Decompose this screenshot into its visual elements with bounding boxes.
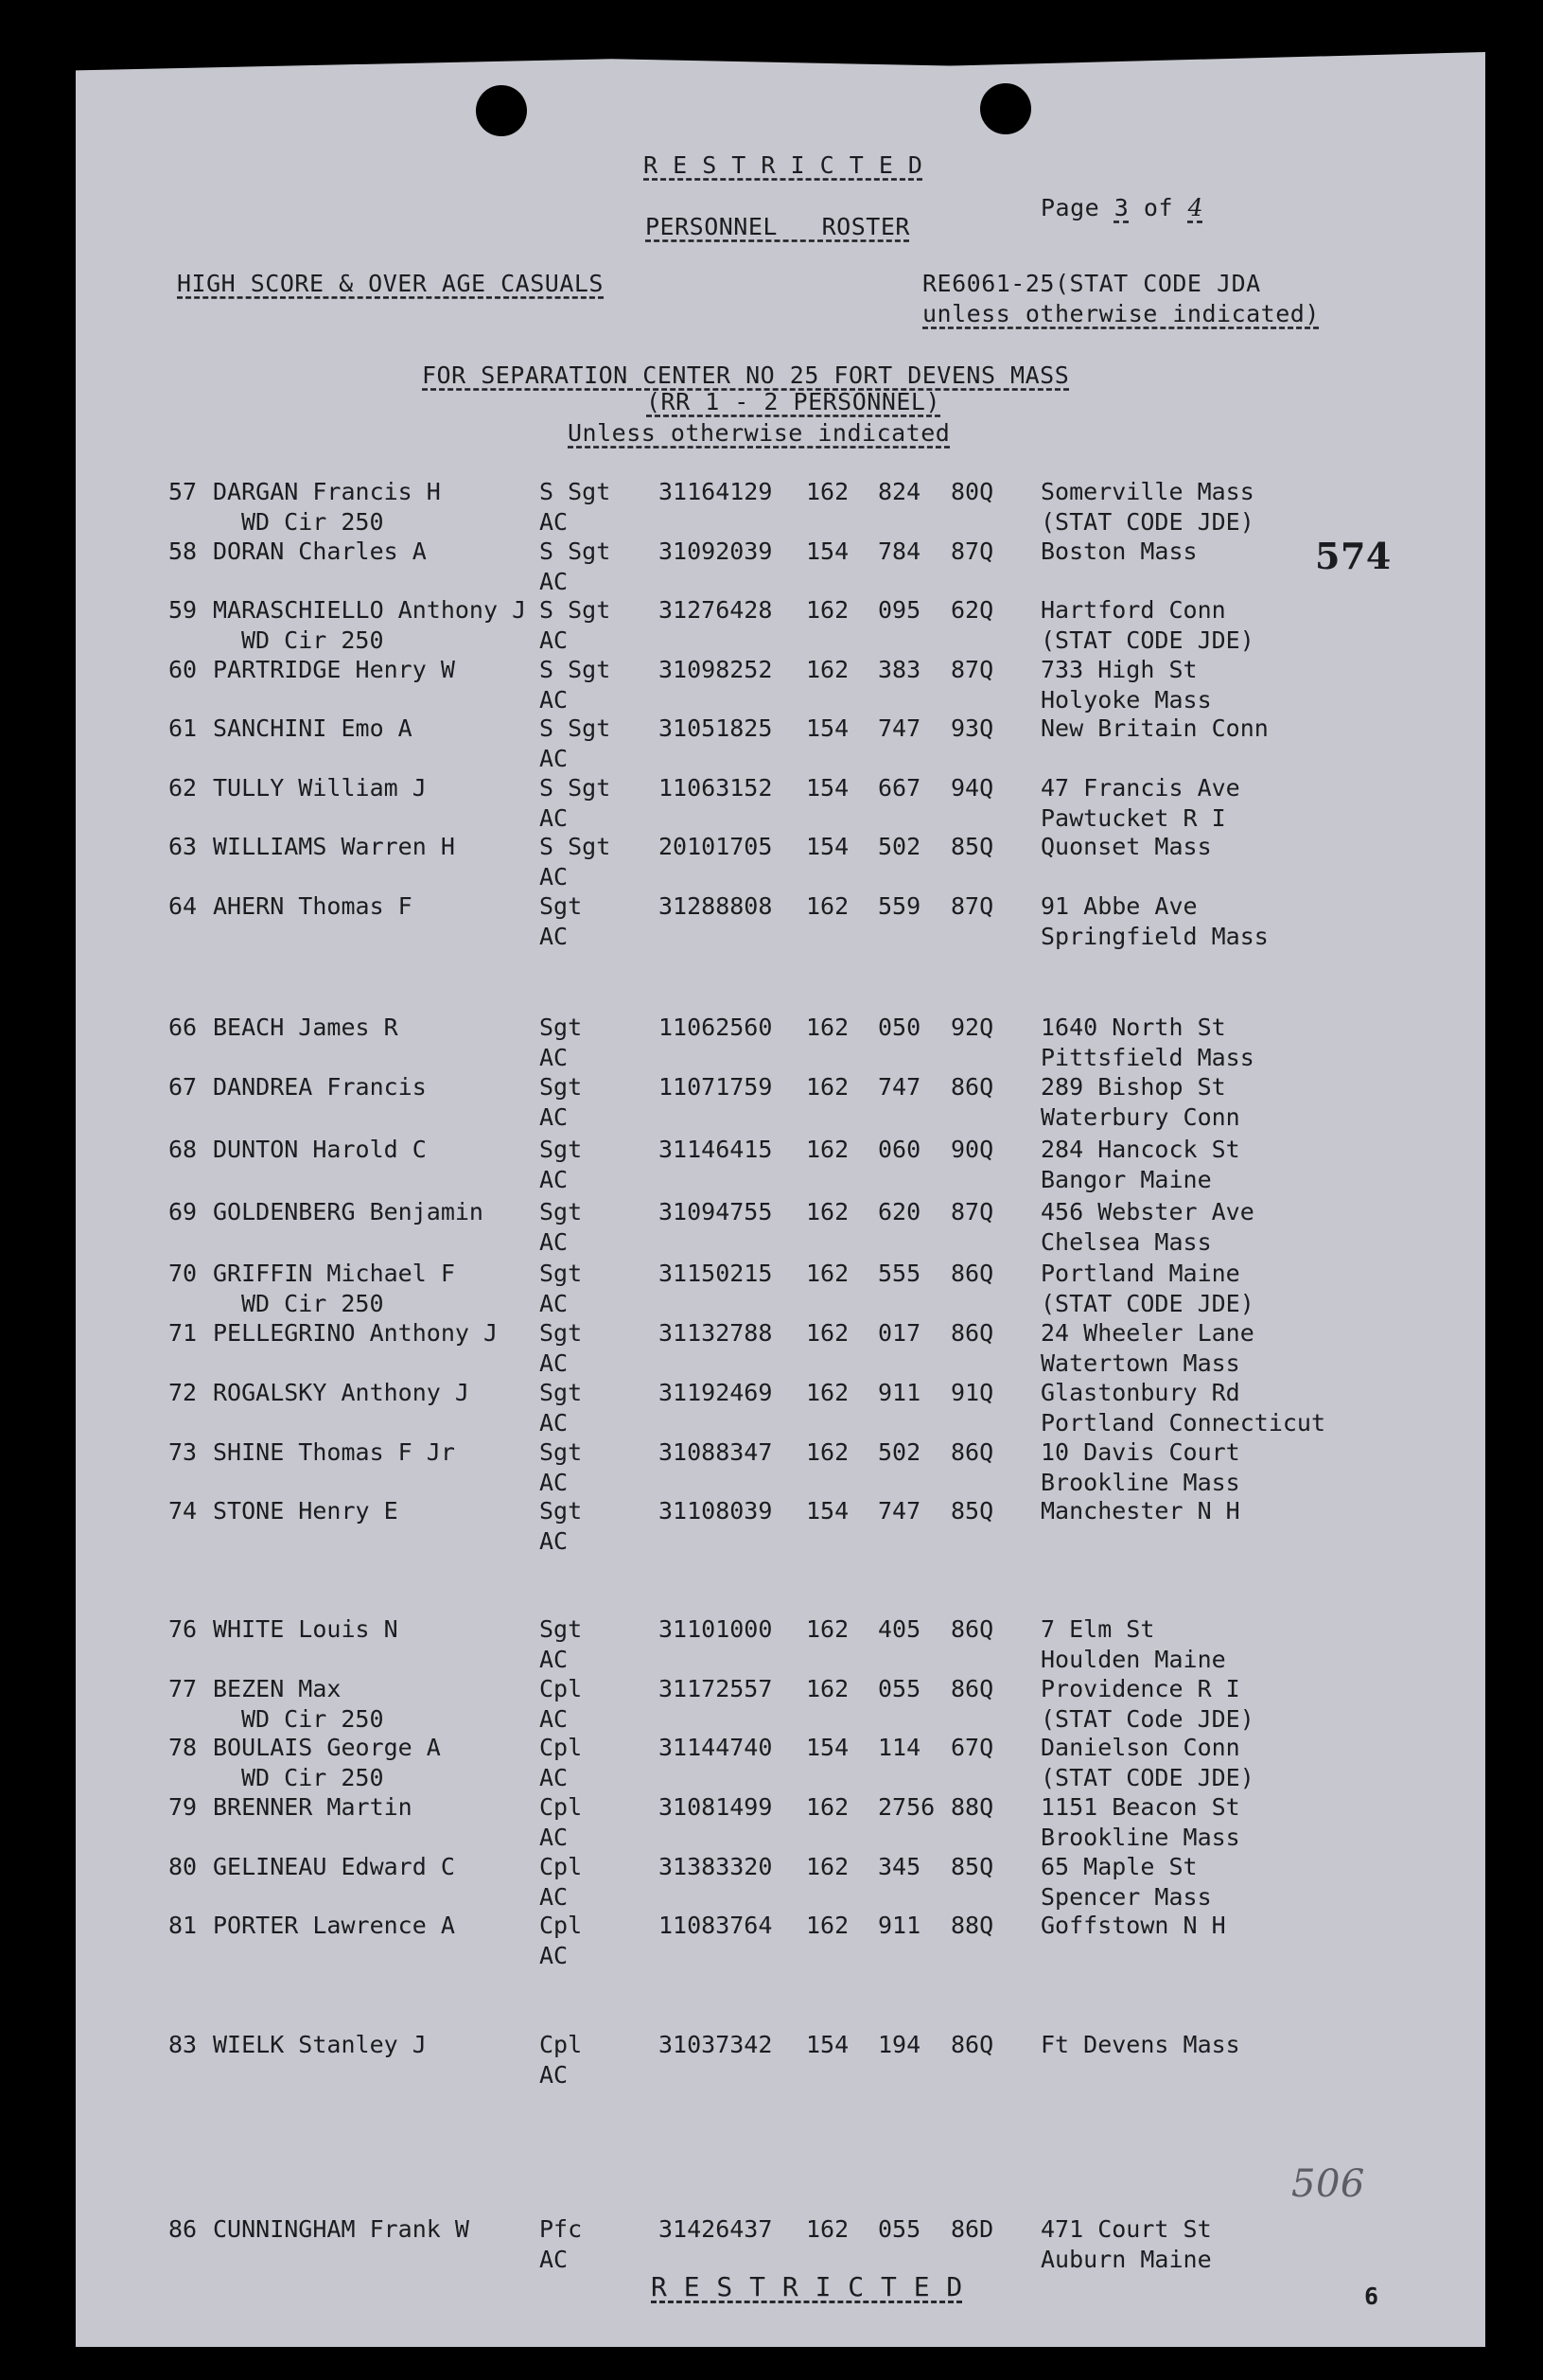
row-rank: Cpl: [539, 1912, 583, 1939]
row-serial: 11063152: [658, 774, 773, 802]
row-addr2: (STAT CODE JDE): [1041, 1290, 1254, 1317]
row-addr2: Bangor Maine: [1041, 1166, 1212, 1193]
row-code2: 114: [878, 1734, 921, 1761]
row-serial: 31164129: [658, 478, 773, 505]
row-rank2: AC: [539, 804, 569, 832]
row-serial: 20101705: [658, 833, 773, 860]
row-code3: 85Q: [951, 1497, 994, 1525]
table-row: [0, 1438, 1543, 1499]
row-code2: 2756: [878, 1793, 936, 1821]
row-code3: 86Q: [951, 1615, 994, 1643]
row-rank2: AC: [539, 1290, 569, 1317]
row-rank2: AC: [539, 1764, 569, 1791]
table-row: [0, 774, 1543, 835]
row-rank: S Sgt: [539, 714, 611, 742]
row-serial: 31172557: [658, 1675, 773, 1702]
row-rank2: AC: [539, 1527, 569, 1555]
table-row: [0, 2215, 1543, 2276]
row-name: SHINE Thomas F Jr: [213, 1438, 455, 1466]
row-rank: Sgt: [539, 1136, 583, 1163]
row-code3: 62Q: [951, 596, 994, 624]
table-row: [0, 1198, 1543, 1259]
row-code3: 94Q: [951, 774, 994, 802]
row-addr2: Springfield Mass: [1041, 923, 1269, 950]
table-row: [0, 1260, 1543, 1320]
row-num: 58: [168, 538, 198, 565]
row-code2: 747: [878, 714, 921, 742]
row-rank2: AC: [539, 863, 569, 890]
row-code3: 87Q: [951, 538, 994, 565]
row-name: PARTRIDGE Henry W: [213, 656, 455, 683]
row-code1: 154: [806, 538, 850, 565]
row-addr1: 456 Webster Ave: [1041, 1198, 1254, 1225]
row-name: PORTER Lawrence A: [213, 1912, 455, 1939]
row-code3: 85Q: [951, 833, 994, 860]
row-code3: 86Q: [951, 1073, 994, 1101]
row-rank2: AC: [539, 1349, 569, 1377]
row-name: DANDREA Francis: [213, 1073, 427, 1101]
row-num: 64: [168, 892, 198, 920]
row-note: WD Cir 250: [241, 1764, 384, 1791]
row-name: TULLY William J: [213, 774, 427, 802]
row-code1: 154: [806, 774, 850, 802]
row-rank2: AC: [539, 1646, 569, 1673]
row-addr1: 24 Wheeler Lane: [1041, 1319, 1254, 1347]
table-row: [0, 1912, 1543, 1972]
row-code1: 162: [806, 1675, 850, 1702]
row-num: 63: [168, 833, 198, 860]
row-addr2: (STAT CODE JDE): [1041, 626, 1254, 654]
table-row: [0, 1675, 1543, 1736]
row-serial: 31088347: [658, 1438, 773, 1466]
page-number: 3: [1113, 194, 1130, 221]
row-code3: 93Q: [951, 714, 994, 742]
table-row: [0, 2031, 1543, 2091]
row-note: WD Cir 250: [241, 508, 384, 536]
row-rank2: AC: [539, 1228, 569, 1256]
row-serial: 31426437: [658, 2215, 773, 2243]
row-serial: 31144740: [658, 1734, 773, 1761]
row-code3: 67Q: [951, 1734, 994, 1761]
row-addr2: Chelsea Mass: [1041, 1228, 1212, 1256]
table-row: [0, 714, 1543, 775]
row-code1: 162: [806, 478, 850, 505]
row-code2: 194: [878, 2031, 921, 2058]
row-rank: Cpl: [539, 1675, 583, 1702]
row-num: 60: [168, 656, 198, 683]
row-name: AHERN Thomas F: [213, 892, 412, 920]
punch-hole-left: [476, 85, 527, 136]
row-code2: 784: [878, 538, 921, 565]
reference: RE6061-25(STAT CODE JDA: [922, 270, 1261, 297]
row-code2: 017: [878, 1319, 921, 1347]
row-addr2: Brookline Mass: [1041, 1469, 1240, 1496]
row-num: 73: [168, 1438, 198, 1466]
row-addr2: Watertown Mass: [1041, 1349, 1240, 1377]
row-code3: 86D: [951, 2215, 994, 2243]
row-code1: 162: [806, 2215, 850, 2243]
row-name: DORAN Charles A: [213, 538, 427, 565]
row-rank: Sgt: [539, 892, 583, 920]
table-row: [0, 656, 1543, 716]
row-addr1: 91 Abbe Ave: [1041, 892, 1198, 920]
row-name: DUNTON Harold C: [213, 1136, 427, 1163]
row-addr2: Brookline Mass: [1041, 1824, 1240, 1851]
row-code3: 86Q: [951, 1319, 994, 1347]
row-rank: Sgt: [539, 1198, 583, 1225]
row-code1: 162: [806, 1319, 850, 1347]
row-rank2: AC: [539, 1103, 569, 1131]
page-total: 4: [1187, 194, 1203, 221]
table-row: [0, 1136, 1543, 1196]
row-code2: 502: [878, 833, 921, 860]
row-code1: 162: [806, 1379, 850, 1406]
row-code3: 86Q: [951, 1260, 994, 1287]
row-name: BOULAIS George A: [213, 1734, 441, 1761]
row-addr1: Danielson Conn: [1041, 1734, 1240, 1761]
row-name: GRIFFIN Michael F: [213, 1260, 455, 1287]
classification-header: R E S T R I C T E D: [643, 151, 923, 179]
row-num: 59: [168, 596, 198, 624]
row-num: 81: [168, 1912, 198, 1939]
row-rank: Sgt: [539, 1379, 583, 1406]
table-row: [0, 1014, 1543, 1074]
row-code2: 911: [878, 1912, 921, 1939]
table-row: [0, 478, 1543, 538]
handwritten-number: 506: [1291, 2162, 1365, 2206]
row-code2: 555: [878, 1260, 921, 1287]
row-name: ROGALSKY Anthony J: [213, 1379, 469, 1406]
page-label: Page: [1041, 194, 1100, 221]
row-code2: 620: [878, 1198, 921, 1225]
row-rank2: AC: [539, 1942, 569, 1969]
row-addr1: 65 Maple St: [1041, 1853, 1198, 1880]
row-serial: 31383320: [658, 1853, 773, 1880]
row-name: DARGAN Francis H: [213, 478, 441, 505]
row-num: 72: [168, 1379, 198, 1406]
row-rank: Sgt: [539, 1497, 583, 1525]
row-name: GOLDENBERG Benjamin: [213, 1198, 483, 1225]
table-row: [0, 892, 1543, 953]
row-name: PELLEGRINO Anthony J: [213, 1319, 499, 1347]
row-addr1: 733 High St: [1041, 656, 1198, 683]
row-addr1: 7 Elm St: [1041, 1615, 1155, 1643]
row-rank2: AC: [539, 745, 569, 772]
row-code2: 559: [878, 892, 921, 920]
row-serial: 11083764: [658, 1912, 773, 1939]
row-rank: Sgt: [539, 1615, 583, 1643]
row-rank: Pfc: [539, 2215, 583, 2243]
roster-title: PERSONNEL ROSTER: [645, 213, 910, 240]
row-rank: S Sgt: [539, 596, 611, 624]
row-rank: S Sgt: [539, 833, 611, 860]
row-serial: 31081499: [658, 1793, 773, 1821]
row-addr1: Providence R I: [1041, 1675, 1240, 1702]
row-addr1: 471 Court St: [1041, 2215, 1212, 2243]
table-row: [0, 1615, 1543, 1676]
row-code1: 162: [806, 1136, 850, 1163]
row-name: SANCHINI Emo A: [213, 714, 412, 742]
row-rank: S Sgt: [539, 656, 611, 683]
row-addr1: 10 Davis Court: [1041, 1438, 1240, 1466]
row-num: 61: [168, 714, 198, 742]
row-rank: Cpl: [539, 2031, 583, 2058]
row-addr1: Quonset Mass: [1041, 833, 1212, 860]
row-num: 76: [168, 1615, 198, 1643]
row-serial: 11071759: [658, 1073, 773, 1101]
row-num: 86: [168, 2215, 198, 2243]
row-code1: 162: [806, 1438, 850, 1466]
row-code3: 90Q: [951, 1136, 994, 1163]
row-code2: 911: [878, 1379, 921, 1406]
row-addr2: Portland Connecticut: [1041, 1409, 1326, 1437]
row-addr2: Waterbury Conn: [1041, 1103, 1240, 1131]
row-code1: 154: [806, 2031, 850, 2058]
corner-mark: 6: [1364, 2283, 1379, 2310]
row-note: WD Cir 250: [241, 626, 384, 654]
row-num: 69: [168, 1198, 198, 1225]
row-code2: 050: [878, 1014, 921, 1041]
row-rank2: AC: [539, 2061, 569, 2089]
row-addr2: Pittsfield Mass: [1041, 1044, 1254, 1071]
side-number: 574: [1315, 535, 1392, 577]
row-rank: S Sgt: [539, 538, 611, 565]
row-rank2: AC: [539, 1044, 569, 1071]
row-name: WIELK Stanley J: [213, 2031, 427, 2058]
row-addr1: 1640 North St: [1041, 1014, 1226, 1041]
row-code2: 405: [878, 1615, 921, 1643]
row-code3: 87Q: [951, 656, 994, 683]
row-addr1: Goffstown N H: [1041, 1912, 1226, 1939]
row-rank2: AC: [539, 1705, 569, 1733]
row-code2: 055: [878, 1675, 921, 1702]
row-code3: 80Q: [951, 478, 994, 505]
row-num: 77: [168, 1675, 198, 1702]
row-addr1: 284 Hancock St: [1041, 1136, 1240, 1163]
row-addr1: 1151 Beacon St: [1041, 1793, 1240, 1821]
row-serial: 31101000: [658, 1615, 773, 1643]
row-code3: 87Q: [951, 1198, 994, 1225]
row-num: 74: [168, 1497, 198, 1525]
unit-title: HIGH SCORE & OVER AGE CASUALS: [177, 270, 604, 297]
row-addr1: Hartford Conn: [1041, 596, 1226, 624]
table-row: [0, 1379, 1543, 1439]
row-code2: 383: [878, 656, 921, 683]
row-rank2: AC: [539, 626, 569, 654]
row-name: WILLIAMS Warren H: [213, 833, 455, 860]
row-addr1: 47 Francis Ave: [1041, 774, 1240, 802]
row-code2: 345: [878, 1853, 921, 1880]
row-num: 78: [168, 1734, 198, 1761]
table-row: [0, 833, 1543, 893]
row-addr2: Houlden Maine: [1041, 1646, 1226, 1673]
row-code3: 88Q: [951, 1912, 994, 1939]
row-num: 57: [168, 478, 198, 505]
row-rank: Sgt: [539, 1073, 583, 1101]
classification-footer: R E S T R I C T E D: [651, 2271, 963, 2302]
row-code2: 502: [878, 1438, 921, 1466]
row-code3: 86Q: [951, 2031, 994, 2058]
row-code1: 162: [806, 1073, 850, 1101]
row-code3: 91Q: [951, 1379, 994, 1406]
row-rank: Sgt: [539, 1014, 583, 1041]
row-rank2: AC: [539, 1166, 569, 1193]
row-rank: Sgt: [539, 1438, 583, 1466]
table-row: [0, 1073, 1543, 1134]
row-addr2: Pawtucket R I: [1041, 804, 1226, 832]
row-code1: 162: [806, 1615, 850, 1643]
row-addr2: Holyoke Mass: [1041, 686, 1212, 714]
destination: FOR SEPARATION CENTER NO 25 FORT DEVENS MASS: [422, 361, 1070, 389]
destination-note: Unless otherwise indicated: [568, 419, 951, 447]
row-code1: 162: [806, 892, 850, 920]
row-rank2: AC: [539, 568, 569, 595]
row-serial: 31037342: [658, 2031, 773, 2058]
row-rank2: AC: [539, 1883, 569, 1911]
row-serial: 31098252: [658, 656, 773, 683]
row-addr1: Ft Devens Mass: [1041, 2031, 1240, 2058]
row-name: CUNNINGHAM Frank W: [213, 2215, 469, 2243]
row-rank: Sgt: [539, 1260, 583, 1287]
row-code1: 154: [806, 1734, 850, 1761]
row-code1: 162: [806, 1912, 850, 1939]
row-addr2: (STAT Code JDE): [1041, 1705, 1254, 1733]
row-code3: 88Q: [951, 1793, 994, 1821]
row-rank2: AC: [539, 1469, 569, 1496]
row-code1: 162: [806, 1853, 850, 1880]
row-serial: 31051825: [658, 714, 773, 742]
row-addr2: Spencer Mass: [1041, 1883, 1212, 1911]
row-addr1: Manchester N H: [1041, 1497, 1240, 1525]
row-code2: 747: [878, 1073, 921, 1101]
row-code2: 055: [878, 2215, 921, 2243]
table-row: [0, 1497, 1543, 1558]
row-rank2: AC: [539, 686, 569, 714]
row-num: 62: [168, 774, 198, 802]
row-note: WD Cir 250: [241, 1705, 384, 1733]
row-code1: 162: [806, 656, 850, 683]
row-rank: Cpl: [539, 1793, 583, 1821]
row-serial: 31092039: [658, 538, 773, 565]
row-addr2: (STAT CODE JDE): [1041, 508, 1254, 536]
row-rank: S Sgt: [539, 478, 611, 505]
row-serial: 31276428: [658, 596, 773, 624]
row-name: MARASCHIELLO Anthony J: [213, 596, 527, 624]
row-addr2: Auburn Maine: [1041, 2246, 1212, 2273]
table-row: [0, 596, 1543, 657]
row-num: 80: [168, 1853, 198, 1880]
row-code1: 162: [806, 1793, 850, 1821]
row-num: 68: [168, 1136, 198, 1163]
row-num: 83: [168, 2031, 198, 2058]
row-addr1: New Britain Conn: [1041, 714, 1269, 742]
row-num: 70: [168, 1260, 198, 1287]
row-num: 71: [168, 1319, 198, 1347]
row-serial: 31094755: [658, 1198, 773, 1225]
row-rank2: AC: [539, 1824, 569, 1851]
row-rank: Sgt: [539, 1319, 583, 1347]
reference-note: unless otherwise indicated): [922, 300, 1320, 327]
row-rank: Cpl: [539, 1734, 583, 1761]
row-rank2: AC: [539, 923, 569, 950]
row-code3: 86Q: [951, 1438, 994, 1466]
row-code2: 095: [878, 596, 921, 624]
page-indicator: [1041, 194, 1203, 221]
table-row: [0, 1793, 1543, 1854]
row-code1: 162: [806, 1260, 850, 1287]
row-name: BEZEN Max: [213, 1675, 342, 1702]
row-code1: 154: [806, 1497, 850, 1525]
table-row: [0, 1734, 1543, 1794]
row-code3: 85Q: [951, 1853, 994, 1880]
punch-hole-right: [980, 83, 1031, 134]
row-note: WD Cir 250: [241, 1290, 384, 1317]
row-code3: 87Q: [951, 892, 994, 920]
destination-sub: (RR 1 - 2 PERSONNEL): [646, 388, 941, 415]
row-code2: 824: [878, 478, 921, 505]
row-serial: 31150215: [658, 1260, 773, 1287]
row-code1: 162: [806, 1014, 850, 1041]
table-row: [0, 1853, 1543, 1913]
row-rank2: AC: [539, 508, 569, 536]
row-addr1: Portland Maine: [1041, 1260, 1240, 1287]
row-addr2: (STAT CODE JDE): [1041, 1764, 1254, 1791]
row-code1: 162: [806, 596, 850, 624]
row-name: GELINEAU Edward C: [213, 1853, 455, 1880]
row-rank: S Sgt: [539, 774, 611, 802]
row-addr1: 289 Bishop St: [1041, 1073, 1226, 1101]
row-serial: 31146415: [658, 1136, 773, 1163]
row-addr1: Glastonbury Rd: [1041, 1379, 1240, 1406]
row-name: STONE Henry E: [213, 1497, 398, 1525]
table-row: [0, 538, 1543, 598]
row-name: WHITE Louis N: [213, 1615, 398, 1643]
row-name: BEACH James R: [213, 1014, 398, 1041]
row-serial: 31288808: [658, 892, 773, 920]
row-rank2: AC: [539, 2246, 569, 2273]
row-code1: 162: [806, 1198, 850, 1225]
row-num: 66: [168, 1014, 198, 1041]
row-code3: 92Q: [951, 1014, 994, 1041]
table-row: [0, 1319, 1543, 1380]
row-name: BRENNER Martin: [213, 1793, 412, 1821]
row-serial: 31192469: [658, 1379, 773, 1406]
row-code1: 154: [806, 714, 850, 742]
row-num: 79: [168, 1793, 198, 1821]
page-of: of: [1143, 194, 1174, 221]
row-addr1: Somerville Mass: [1041, 478, 1254, 505]
row-rank2: AC: [539, 1409, 569, 1437]
row-code1: 154: [806, 833, 850, 860]
row-code2: 060: [878, 1136, 921, 1163]
row-addr1: Boston Mass: [1041, 538, 1198, 565]
row-serial: 11062560: [658, 1014, 773, 1041]
row-code2: 667: [878, 774, 921, 802]
row-code2: 747: [878, 1497, 921, 1525]
row-serial: 31132788: [658, 1319, 773, 1347]
row-code3: 86Q: [951, 1675, 994, 1702]
row-rank: Cpl: [539, 1853, 583, 1880]
row-num: 67: [168, 1073, 198, 1101]
row-serial: 31108039: [658, 1497, 773, 1525]
